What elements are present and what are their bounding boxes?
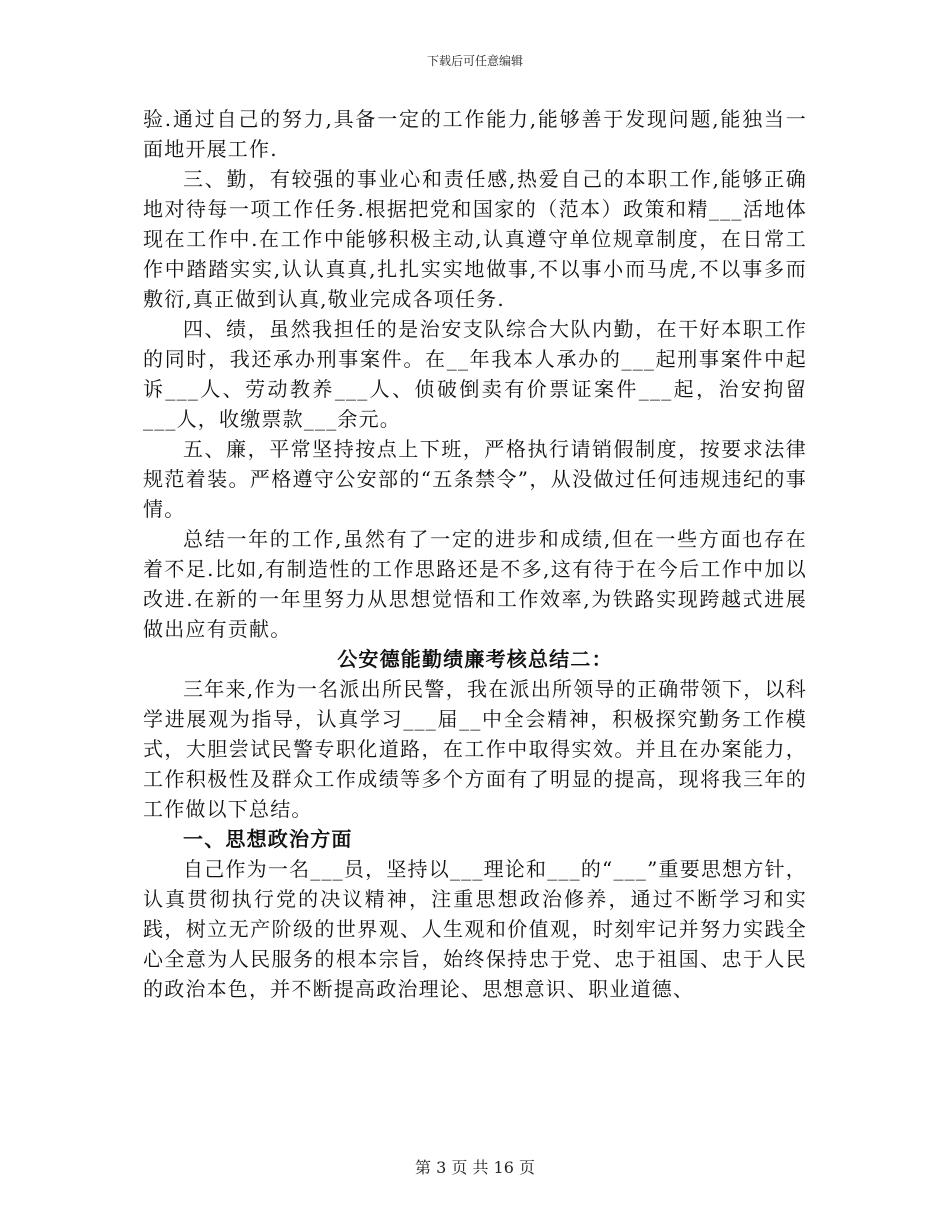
paragraph-year-summary: 总结一年的工作,虽然有了一定的进步和成绩,但在一些方面也存在着不足.比如,有制造性的工作思路还是不多,这有待于在今后工作中加以改进.在新的一年里努力从思想觉悟和工作效率,为铁路实现跨越式进展做出应有贡献。 xyxy=(143,527,807,641)
paragraph-intro: 三年来,作为一名派出所民警，我在派出所领导的正确带领下，以科学进展观为指导，认真学习___届__中全会精神，积极探究勤务工作模式，大胆尝试民警专职化道路，在工作中取得实效。并且在办案能力，工作积极性及群众工作成绩等多个方面有了明显的提高，现将我三年的工作做以下总结。 xyxy=(143,677,807,821)
section-heading: 公安德能勤绩廉考核总结二： xyxy=(337,647,613,671)
paragraph-achievement: 四、绩，虽然我担任的是治安支队综合大队内勤，在干好本职工作的同时，我还承办刑事案件。在__年我本人承办的___起刑事案件中起诉___人、劳动教养___人、侦破倒卖有价票证案件___起，治安拘留___人，收缴票款___余元。 xyxy=(143,317,807,431)
page-number: 第 3 页 共 16 页 xyxy=(415,1158,535,1177)
paragraph-ideology: 自己作为一名___员，坚持以___理论和___的“___”重要思想方针，认真贯彻执行党的决议精神，注重思想政治修养，通过不断学习和实践，树立无产阶级的世界观、人生观和价值观，时刻牢记并努力实践全心全意为人民服务的根本宗旨，始终保持忠于党、忠于祖国、忠于人民的政治本色，并不断提高政治理论、思想意识、职业道德、 xyxy=(143,857,807,1001)
subsection-heading: 一、思想政治方面 xyxy=(183,827,353,851)
page-header-note: 下载后可任意编辑 xyxy=(426,54,523,68)
paragraph-integrity: 五、廉，平常坚持按点上下班，严格执行请销假制度，按要求法律规范着装。严格遵守公安部的“五条禁令”，从没做过任何违规违纪的事情。 xyxy=(143,437,807,521)
document-body xyxy=(143,104,807,1004)
paragraph-diligence: 三、勤，有较强的事业心和责任感,热爱自己的本职工作,能够正确地对待每一项工作任务.根据把党和国家的（范本）政策和精___活地体现在工作中.在工作中能够积极主动,认真遵守单位规章制度，在日常工作中踏踏实实,认认真真,扎扎实实地做事,不以事小而马虎,不以事多而敷衍,真正做到认真,敬业完成各项任务. xyxy=(143,167,807,311)
paragraph-continuation: 验.通过自己的努力,具备一定的工作能力,能够善于发现问题,能独当一面地开展工作. xyxy=(143,107,807,161)
